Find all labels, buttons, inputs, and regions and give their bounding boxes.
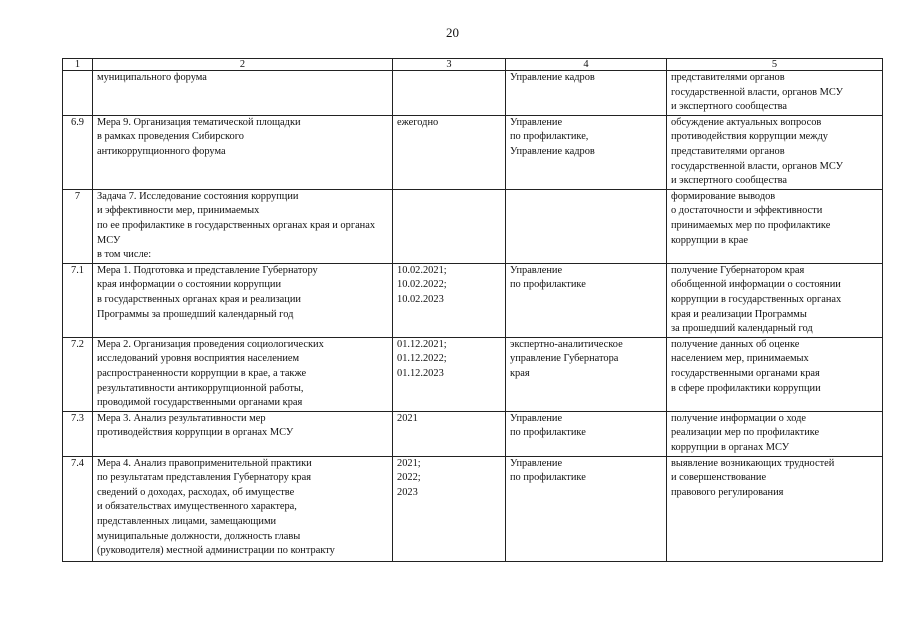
result-cell: формирование выводов о достаточности и эффективности принимаемых мер по профилактике коррупции в крае [667,189,883,263]
header-row [63,59,883,71]
deadline-cell: 2021 [393,411,506,456]
deadline-cell: ежегодно [393,115,506,189]
column-header: 1 [63,59,93,71]
result-cell: получение информации о ходе реализации мер по профилактике коррупции в органах МСУ [667,411,883,456]
measure-cell: Мера 2. Организация проведения социологических исследований уровня восприятия населением распространенности коррупции в крае, а также результативности антикоррупционной работы, проводимой государственными органами края [93,337,393,411]
column-header: 5 [667,59,883,71]
measure-cell: Мера 3. Анализ результативности мер противодействия коррупции в органах МСУ [93,411,393,456]
executor-cell: Управление по профилактике [506,456,667,561]
measure-cell: Мера 4. Анализ правоприменительной практики по результатам представления Губернатору края сведений о доходах, расходах, об имуществе и обязательствах имущественного характера, представленных лицами, замещающими муниципальные должности, должность главы (руководителя) местной администрации по контракту [93,456,393,561]
executor-cell [506,189,667,263]
measures-table [62,58,883,562]
result-cell: обсуждение актуальных вопросов противодействия коррупции между представителями органов государственной власти, органов МСУ и экспертного сообщества [667,115,883,189]
executor-cell: Управление по профилактике, Управление кадров [506,115,667,189]
measure-cell: муниципального форума [93,71,393,116]
table-row [63,456,883,561]
row-number: 7.2 [63,337,93,411]
result-cell: получение Губернатором края обобщенной информации о состоянии коррупции в государственных органах края и реализации Программы за прошедший календарный год [667,263,883,337]
deadline-cell [393,189,506,263]
executor-cell: Управление по профилактике [506,411,667,456]
result-cell: представителями органов государственной власти, органов МСУ и экспертного сообщества [667,71,883,116]
deadline-cell: 10.02.2021; 10.02.2022; 10.02.2023 [393,263,506,337]
row-number: 7 [63,189,93,263]
row-number [63,71,93,116]
executor-cell: Управление по профилактике [506,263,667,337]
page-number: 20 [446,25,459,40]
measure-cell: Задача 7. Исследование состояния коррупции и эффективности мер, принимаемых по ее профилактике в государственных органах края и органах МСУ в том числе: [93,189,393,263]
table-row [63,337,883,411]
row-number: 7.4 [63,456,93,561]
row-number: 7.1 [63,263,93,337]
executor-cell: экспертно-аналитическое управление Губернатора края [506,337,667,411]
deadline-cell [393,71,506,116]
result-cell: получение данных об оценке населением мер, принимаемых государственными органами края в сфере профилактики коррупции [667,337,883,411]
measure-cell: Мера 1. Подготовка и представление Губернатору края информации о состоянии коррупции в государственных органах края и реализации Программы за прошедший календарный год [93,263,393,337]
column-header: 4 [506,59,667,71]
table-row [63,189,883,263]
table-row [63,263,883,337]
column-header: 3 [393,59,506,71]
deadline-cell: 01.12.2021; 01.12.2022; 01.12.2023 [393,337,506,411]
result-cell: выявление возникающих трудностей и совершенствование правового регулирования [667,456,883,561]
table-row [63,411,883,456]
row-number: 7.3 [63,411,93,456]
executor-cell: Управление кадров [506,71,667,116]
table-row [63,115,883,189]
deadline-cell: 2021; 2022; 2023 [393,456,506,561]
table-row [63,71,883,116]
column-header: 2 [93,59,393,71]
row-number: 6.9 [63,115,93,189]
measure-cell: Мера 9. Организация тематической площадки в рамках проведения Сибирского антикоррупционного форума [93,115,393,189]
